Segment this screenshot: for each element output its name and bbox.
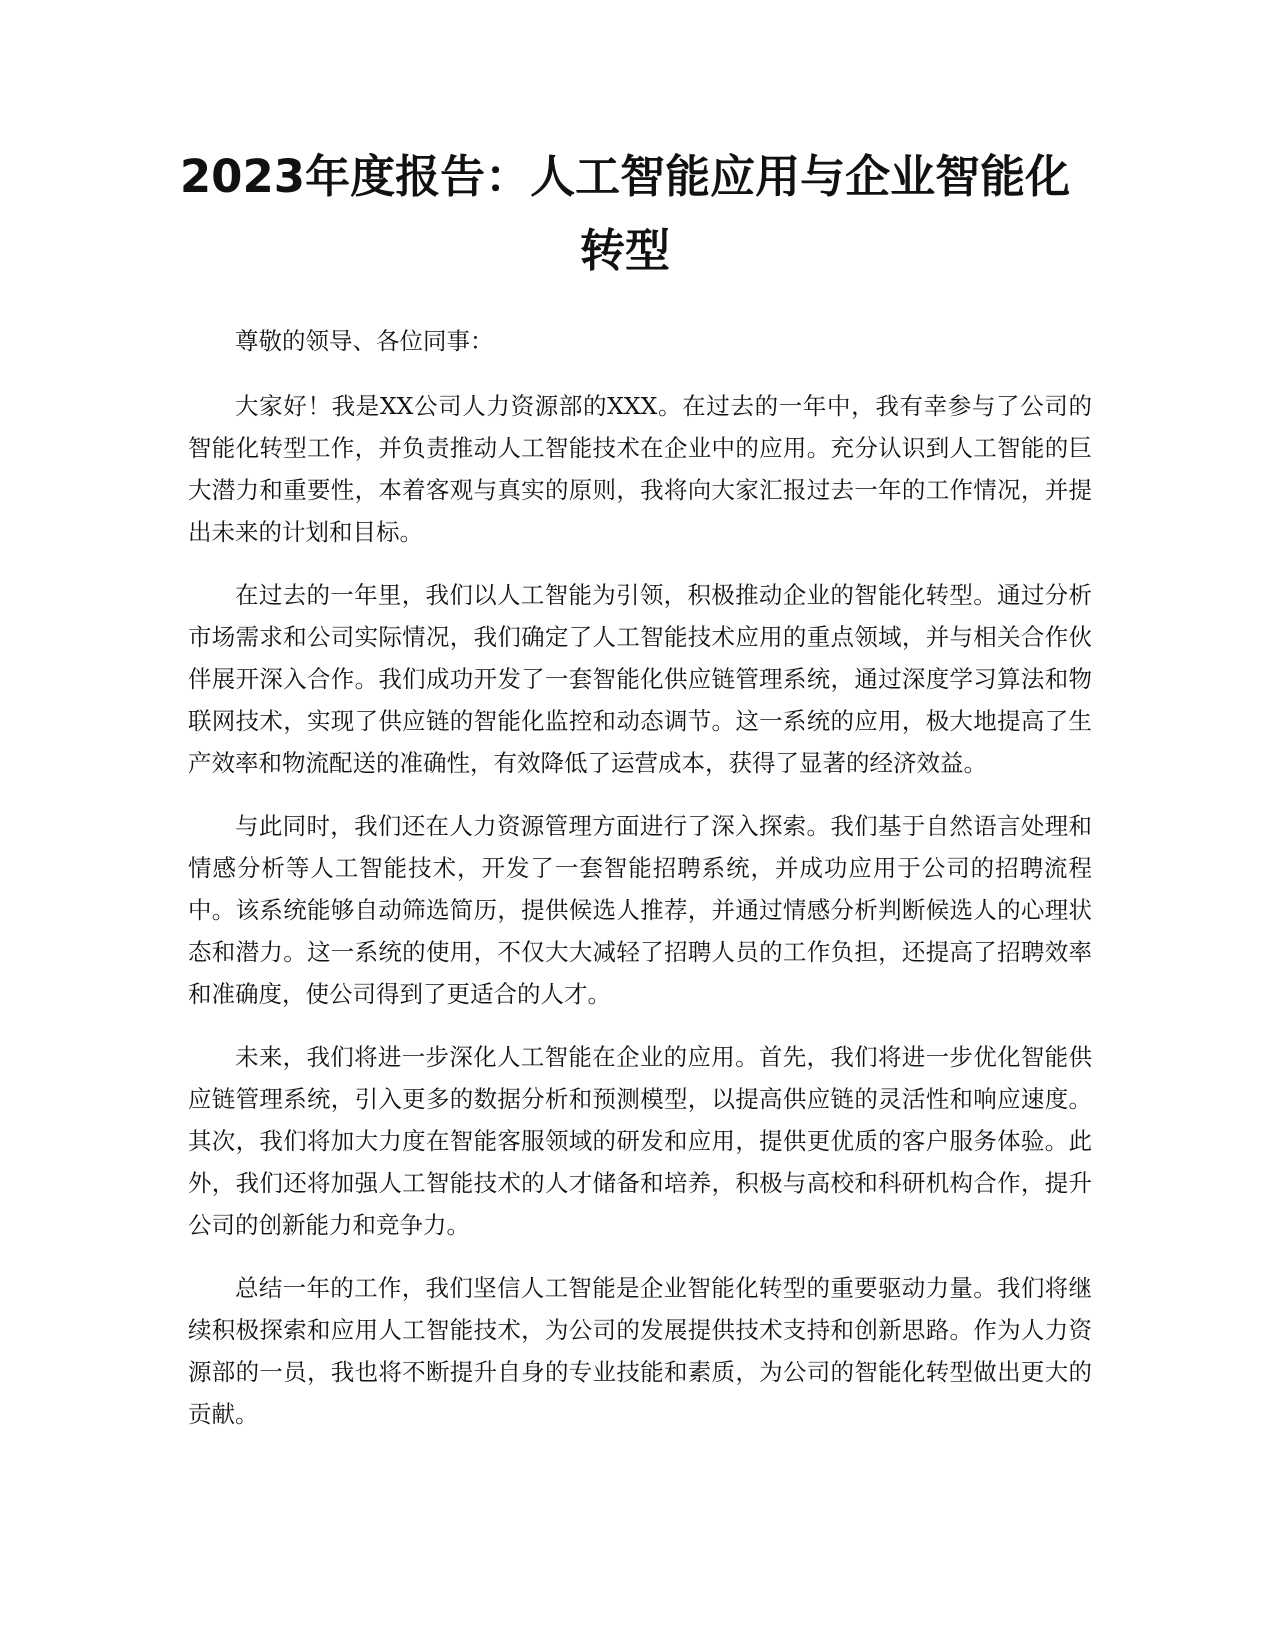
salutation: 尊敬的领导、各位同事： xyxy=(235,327,494,355)
document-body xyxy=(188,320,1092,1456)
document-title: 2023年度报告：人工智能应用与企业智能化转型 xyxy=(179,150,1071,277)
paragraph-future-plans: 未来，我们将进一步深化人工智能在企业的应用。首先，我们将进一步优化智能供应链管理系统，引入更多的数据分析和预测模型，以提高供应链的灵活性和响应速度。其次，我们将加大力度在智能客服领域的研发和应用，提供更优质的客户服务体验。此外，我们还将加强人工智能技术的人才储备和培养，积极与高校和科研机构合作，提升公司的创新能力和竞争力。 xyxy=(188,1043,1092,1239)
paragraph-introduction: 大家好！我是XX公司人力资源部的XXX。在过去的一年中，我有幸参与了公司的智能化转型工作，并负责推动人工智能技术在企业中的应用。充分认识到人工智能的巨大潜力和重要性，本着客观与真实的原则，我将向大家汇报过去一年的工作情况，并提出未来的计划和目标。 xyxy=(188,392,1092,546)
paragraph-recruitment: 与此同时，我们还在人力资源管理方面进行了深入探索。我们基于自然语言处理和情感分析等人工智能技术，开发了一套智能招聘系统，并成功应用于公司的招聘流程中。该系统能够自动筛选简历，提供候选人推荐，并通过情感分析判断候选人的心理状态和潜力。这一系统的使用，不仅大大减轻了招聘人员的工作负担，还提高了招聘效率和准确度，使公司得到了更适合的人才。 xyxy=(188,812,1092,1008)
paragraph-supply-chain: 在过去的一年里，我们以人工智能为引领，积极推动企业的智能化转型。通过分析市场需求和公司实际情况，我们确定了人工智能技术应用的重点领域，并与相关合作伙伴展开深入合作。我们成功开发了一套智能化供应链管理系统，通过深度学习算法和物联网技术，实现了供应链的智能化监控和动态调节。这一系统的应用，极大地提高了生产效率和物流配送的准确性，有效降低了运营成本，获得了显著的经济效益。 xyxy=(188,581,1092,777)
paragraph-conclusion: 总结一年的工作，我们坚信人工智能是企业智能化转型的重要驱动力量。我们将继续积极探索和应用人工智能技术，为公司的发展提供技术支持和创新思路。作为人力资源部的一员，我也将不断提升自身的专业技能和素质，为公司的智能化转型做出更大的贡献。 xyxy=(188,1274,1092,1428)
